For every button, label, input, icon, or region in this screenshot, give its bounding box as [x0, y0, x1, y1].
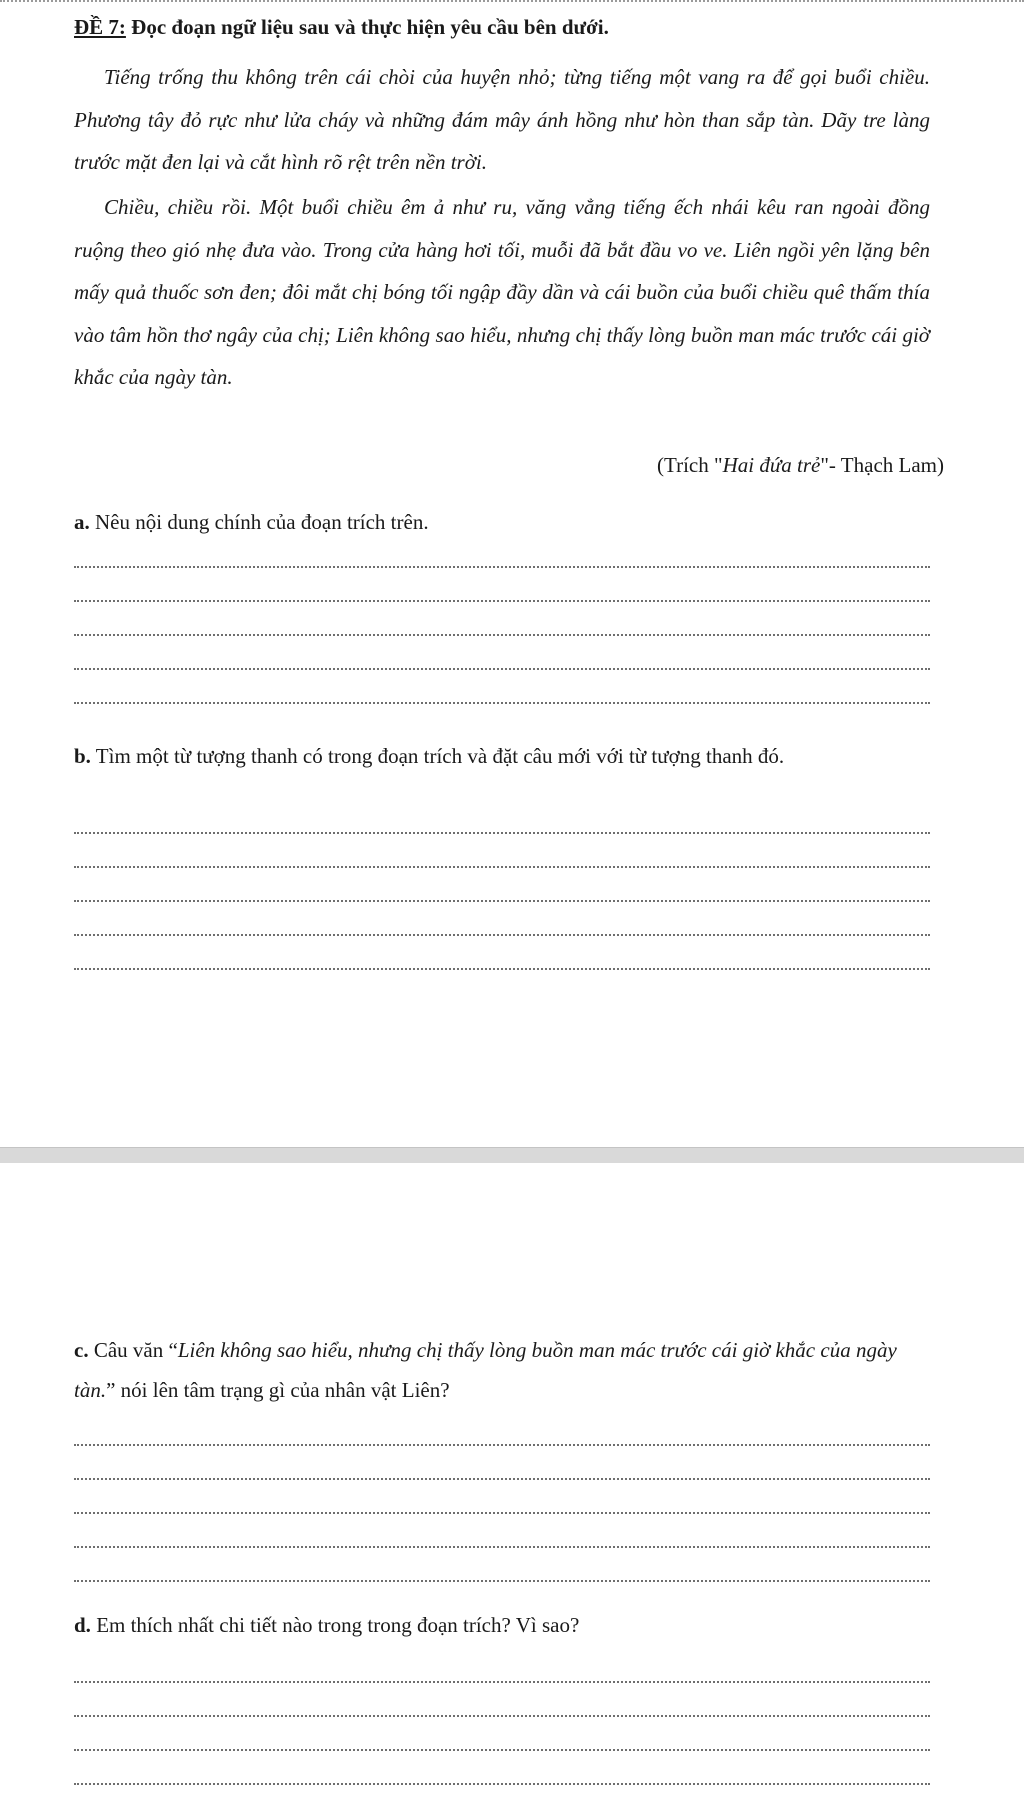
- answer-line[interactable]: [74, 602, 930, 636]
- answer-line[interactable]: [74, 636, 930, 670]
- answer-line[interactable]: [74, 1480, 930, 1514]
- answer-line[interactable]: [74, 1412, 930, 1446]
- passage-source: [657, 450, 944, 480]
- answer-lines-b: [74, 800, 930, 970]
- answer-line[interactable]: [74, 1717, 930, 1751]
- answer-line[interactable]: [74, 568, 930, 602]
- question-c-quote: Liên không sao hiểu, nhưng chị thấy lòng buồn man mác trước cái giờ khắc của ngày tàn.: [74, 1338, 897, 1402]
- question-c: [74, 1330, 930, 1410]
- question-b-text: Tìm một từ tượng thanh có trong đoạn trích và đặt câu mới với từ tượng thanh đó.: [90, 744, 785, 768]
- passage-paragraph-1: Tiếng trống thu không trên cái chòi của huyện nhỏ; từng tiếng một vang ra để gọi buổi chiều. Phương tây đỏ rực như lửa cháy và những đám mây ánh hồng như hòn than sắp tàn. Dãy tre làng trước mặt đen lại và cắt hình rõ rệt trên nền trời.: [74, 65, 930, 174]
- question-c-text-after: ” nói lên tâm trạng gì của nhân vật Liên?: [106, 1378, 450, 1402]
- passage-paragraph-2: Chiều, chiều rồi. Một buổi chiều êm ả như ru, văng vẳng tiếng ếch nhái kêu ran ngoài đồng ruộng theo gió nhẹ đưa vào. Trong cửa hàng hơi tối, muỗi đã bắt đầu vo ve. Liên ngồi yên lặng bên mấy quả thuốc sơn đen; đôi mắt chị bóng tối ngập đầy dần và cái buồn của buổi chiều quê thấm thía vào tâm hồn thơ ngây của chị; Liên không sao hiểu, nhưng chị thấy lòng buồn man mác trước cái giờ khắc của ngày tàn.: [74, 195, 930, 389]
- question-d-text: Em thích nhất chi tiết nào trong trong đoạn trích? Vì sao?: [90, 1613, 580, 1637]
- answer-line[interactable]: [74, 902, 930, 936]
- answer-lines-d: [74, 1649, 930, 1785]
- question-a-text: Nêu nội dung chính của đoạn trích trên.: [89, 510, 429, 534]
- answer-line[interactable]: [74, 1649, 930, 1683]
- exam-label: ĐỀ 7:: [74, 15, 126, 39]
- answer-line[interactable]: [74, 534, 930, 568]
- answer-line[interactable]: [74, 1751, 930, 1785]
- top-dotted-rule: [0, 0, 1024, 5]
- source-prefix: (Trích ": [657, 453, 723, 477]
- question-a-label: a.: [74, 510, 90, 534]
- answer-lines-a: [74, 534, 930, 704]
- question-d-label: d.: [74, 1613, 91, 1637]
- question-c-text-before: Câu văn “: [88, 1338, 178, 1362]
- answer-line[interactable]: [74, 868, 930, 902]
- question-b: [74, 736, 930, 776]
- exam-instruction: Đọc đoạn ngữ liệu sau và thực hiện yêu cầu bên dưới.: [131, 15, 609, 39]
- answer-line[interactable]: [74, 936, 930, 970]
- exam-heading: [74, 12, 930, 42]
- source-suffix: "- Thạch Lam): [820, 453, 944, 477]
- answer-line[interactable]: [74, 670, 930, 704]
- answer-line[interactable]: [74, 1514, 930, 1548]
- question-c-label: c.: [74, 1338, 89, 1362]
- source-work-title: Hai đứa trẻ: [722, 453, 821, 477]
- question-b-label: b.: [74, 744, 91, 768]
- question-d: [74, 1605, 930, 1645]
- answer-line[interactable]: [74, 1548, 930, 1582]
- answer-line[interactable]: [74, 1446, 930, 1480]
- answer-line[interactable]: [74, 834, 930, 868]
- answer-lines-c: [74, 1412, 930, 1582]
- answer-line[interactable]: [74, 1683, 930, 1717]
- answer-line[interactable]: [74, 800, 930, 834]
